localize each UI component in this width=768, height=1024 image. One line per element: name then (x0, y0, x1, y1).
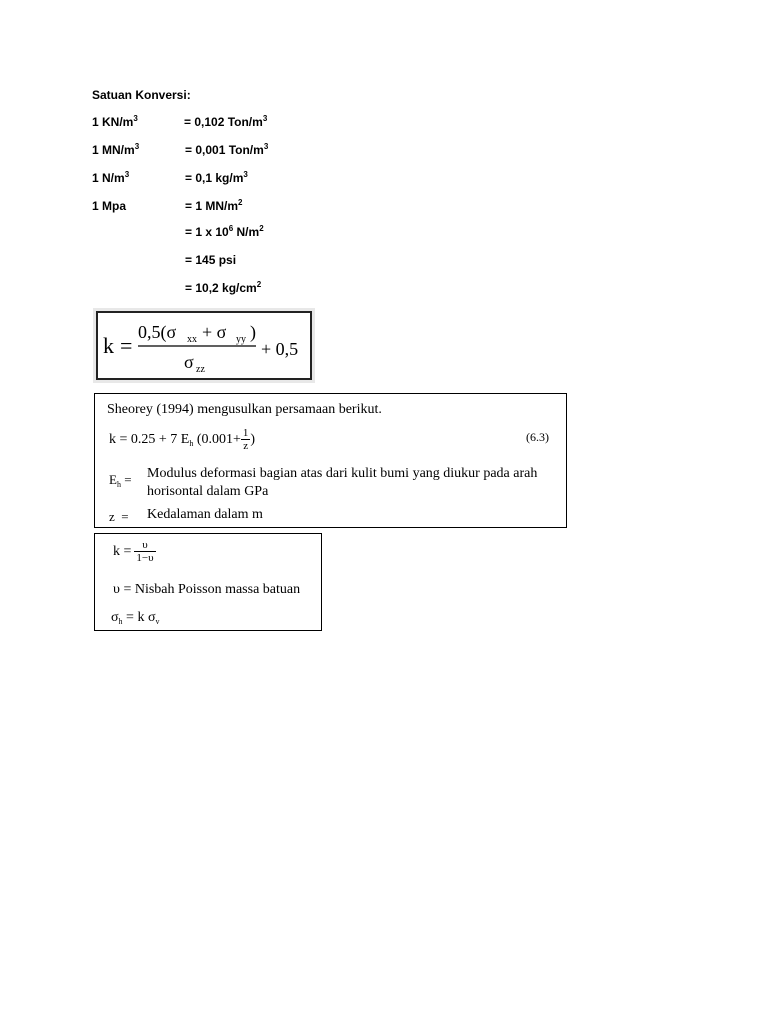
poisson-equation-box (94, 533, 322, 631)
formula-k-lhs: k (103, 333, 114, 358)
formula-k-denominator: σ (184, 352, 194, 372)
def-eh-text: Modulus deformasi bagian atas dari kulit bumi yang diukur pada arah (147, 466, 538, 481)
poisson-definition: υ = Nisbah Poisson massa batuan (113, 582, 301, 597)
sheorey-intro: Sheorey (1994) mengusulkan persamaan berikut. (107, 402, 382, 417)
svg-text:=: = (120, 333, 133, 358)
formula-k-image (96, 311, 312, 380)
def-eh-symbol: $E_h$ = (109, 472, 132, 489)
sheorey-equation-box (94, 393, 567, 528)
def-z-symbol: z = (109, 509, 129, 524)
conversion-title: Satuan Konversi: (92, 88, 191, 102)
svg-text:yy: yy (236, 334, 246, 345)
svg-text:zz: zz (196, 364, 205, 375)
svg-text:+ σ: + σ (202, 322, 227, 342)
def-z-text: Kedalaman dalam m (147, 507, 263, 522)
svg-text:): ) (250, 322, 256, 342)
formula-k-numerator: 0,5(σ (138, 322, 177, 342)
formula-k-tail: + 0,5 (261, 339, 299, 359)
equation-number: (6.3) (526, 430, 549, 444)
def-eh-text-cont: horisontal dalam GPa (147, 484, 269, 499)
svg-text:xx: xx (187, 334, 197, 345)
sheorey-equation: k = 0.25 + 7 $E_h$ (0.001+ $\frac{1}{z}$ ) (109, 427, 256, 452)
stress-relation: $\sigma_h = k$ $\sigma_v$ (111, 610, 160, 626)
poisson-equation: k = $\frac{\upsilon}{1-\upsilon}$ (113, 539, 154, 564)
